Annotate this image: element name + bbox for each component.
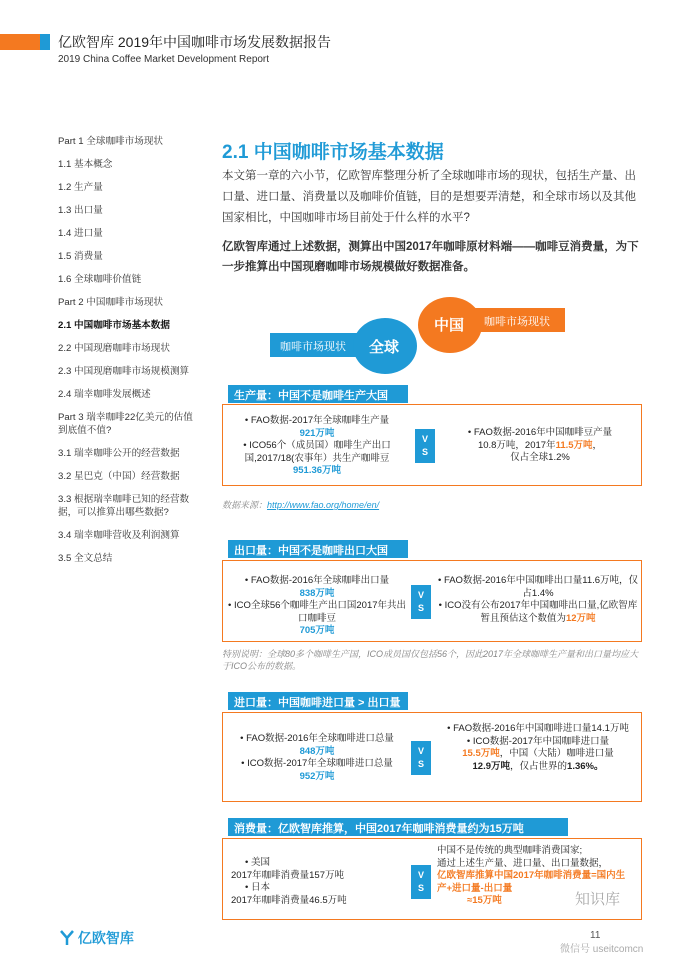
import-panel [222, 712, 642, 802]
consumption-left3: 日本 [250, 882, 270, 893]
consumption-right3: 亿欧智库推算中国2017年咖啡消费量=国内生产+进口量-出口量 [437, 870, 626, 894]
toc-item[interactable]: 3.1 瑞幸咖啡公开的经营数据 [58, 448, 180, 459]
global-label: 全球 [369, 339, 400, 356]
production-right1: FAO数据-2016年中国咖啡豆产量 [473, 427, 613, 438]
vs-badge [411, 585, 431, 619]
import-right2b: ，中国（大陆）咖啡进口量 [499, 748, 614, 759]
export-right1: FAO数据-2016年中国咖啡出口量11.6万吨，仅占1.4% [443, 575, 639, 599]
toc-item[interactable]: 1.5 消费量 [58, 251, 103, 262]
vs-letter-v: V [417, 746, 424, 756]
china-circle [418, 297, 482, 353]
data-source [222, 498, 379, 511]
header-accent-orange [0, 34, 40, 50]
toc-item[interactable]: 1.1 基本概念 [58, 159, 113, 170]
watermark-wechat: 微信号 useitcomcn [560, 944, 644, 955]
consumption-header: 消费量：亿欧智库推算，中国2017年咖啡消费量约为15万吨 [228, 818, 568, 836]
toc-item[interactable]: 2.4 瑞幸咖啡发展概述 [58, 389, 151, 400]
consumption-right4: ≈15万吨 [467, 895, 502, 906]
import-left1: FAO数据-2016年全球咖啡进口总量 [246, 733, 394, 744]
vs-letter-v: V [417, 870, 424, 880]
production-header: 生产量：中国不是咖啡生产大国 [228, 385, 408, 403]
production-right3: 仅占全球1.2% [510, 452, 570, 463]
toc-item[interactable]: 1.3 出口量 [58, 205, 103, 216]
vs-badge [411, 741, 431, 775]
toc-item[interactable]: 3.4 瑞幸咖啡营收及利润测算 [58, 530, 180, 541]
production-right: • FAO数据-2016年中国咖啡豆产量 10.8万吨，2017年11.5万吨， 仅占全球1.2% [445, 427, 635, 465]
toc-item[interactable]: 1.2 生产量 [58, 182, 103, 193]
import-right1: FAO数据-2016年中国咖啡进口量14.1万吨 [453, 723, 629, 734]
toc-item[interactable]: 1.4 进口量 [58, 228, 103, 239]
toc-item[interactable]: 2.3 中国现磨咖啡市场规模测算 [58, 366, 190, 377]
import-right2-value3: 1.36%。 [567, 760, 604, 772]
header-accent-blue [40, 34, 50, 50]
export-left1: FAO数据-2016年全球咖啡出口量 [250, 575, 390, 586]
china-desc-label: 咖啡市场现状 [484, 316, 550, 328]
vs-letter-s: S [417, 759, 424, 769]
consumption-left4: 2017年咖啡消费量46.5万吨 [231, 894, 347, 906]
footer-logo-text: 亿欧智库 [77, 930, 134, 946]
toc-item-active[interactable]: 2.1 中国咖啡市场基本数据 [58, 320, 170, 331]
production-left: • FAO数据-2017年全球咖啡生产量 921万吨 • ICO56个（成员国）咖啡生产出口国,2017/18(农事年）共生产咖啡豆 951.36万吨 [227, 415, 407, 478]
toc-item[interactable]: Part 2 中国咖啡市场现状 [58, 297, 164, 308]
import-left: • FAO数据-2016年全球咖啡进口总量 848万吨 • ICO数据-2017年全球咖啡进口总量 952万吨 [227, 733, 407, 783]
production-left2: ICO56个（成员国）咖啡生产出口国,2017/18(农事年）共生产咖啡豆 [244, 440, 391, 464]
import-left1-value: 848万吨 [299, 745, 335, 757]
vs-badge [411, 865, 431, 899]
vs-letter-v: V [417, 590, 424, 600]
import-left2: ICO数据-2017年全球咖啡进口总量 [247, 758, 393, 769]
toc-item[interactable]: 3.5 全文总结 [58, 553, 113, 564]
watermark-title: 知识库 [575, 891, 621, 908]
footer-logo [60, 928, 134, 948]
export-left1-value: 838万吨 [299, 587, 335, 599]
export-panel [222, 560, 642, 642]
source-label: 数据来源： [222, 500, 268, 510]
export-header: 出口量：中国不是咖啡出口大国 [228, 540, 408, 558]
vs-badge [415, 429, 435, 463]
export-left2-value: 705万吨 [299, 625, 335, 636]
china-label: 中国 [434, 317, 465, 334]
export-right2-value: 12万吨 [565, 612, 596, 624]
consumption-right2: 通过上述生产量、进口量、出口量数据， [437, 857, 609, 869]
import-right2-value2: 12.9万吨 [472, 760, 511, 772]
toc-item[interactable]: 3.2 星巴克（中国）经营数据 [58, 471, 180, 482]
import-right2-value: 15.5万吨 [462, 748, 500, 759]
global-circle [353, 318, 417, 374]
import-right2: ICO数据-2017年中国咖啡进口量 [472, 735, 610, 747]
import-header: 进口量：中国咖啡进口量 > 出口量 [228, 692, 408, 710]
bold-paragraph: 亿欧智库通过上述数据，测算出中国2017年咖啡原材料端——咖啡豆消费量，为下一步推算出中国现磨咖啡市场规模做好数据准备。 [222, 241, 639, 273]
export-left2: ICO全球56个咖啡生产出口国2017年共出口咖啡豆 [233, 600, 407, 624]
import-left2-value: 952万吨 [299, 770, 335, 782]
section-title: 2.1 中国咖啡市场基本数据 [222, 142, 444, 163]
vs-letter-s: S [417, 603, 424, 613]
intro-paragraph: 本文第一章的六小节，亿欧智库整理分析了全球咖啡市场的现状，包括生产量、出口量、进口量、消费量以及咖啡价值链，目的是想要弄清楚，和全球市场以及其他国家相比，中国咖啡市场目前处于什么样的水平? [222, 170, 636, 224]
production-left2-value: 951.36万吨 [292, 465, 342, 476]
consumption-left1: 美国 [250, 857, 270, 868]
production-right2-value: 11.5万吨 [555, 439, 593, 451]
production-panel [222, 404, 642, 486]
production-left1-value: 921万吨 [299, 427, 335, 439]
production-left1: FAO数据-2017年全球咖啡生产量 [250, 415, 390, 426]
toc-item[interactable]: 3.3 根据瑞幸咖啡已知的经营数据，可以推算出哪些数据? [58, 494, 190, 518]
toc-item[interactable]: 2.2 中国现磨咖啡市场现状 [58, 343, 170, 354]
consumption-left: • 美国 2017年咖啡消费量157万吨 • 日本 2017年咖啡消费量46.5万吨 [231, 857, 401, 907]
report-title: 亿欧智库 2019年中国咖啡市场发展数据报告 [58, 34, 332, 50]
import-right: • FAO数据-2016年中国咖啡进口量14.1万吨 • ICO数据-2017年中国咖啡进口量 15.5万吨，中国（大陆）咖啡进口量 12.9万吨，仅占世界的1.36%。 [447, 723, 629, 772]
table-of-contents [58, 135, 198, 575]
report-subtitle: 2019 China Coffee Market Development Report [58, 54, 270, 65]
vs-letter-v: V [421, 434, 428, 444]
export-note: 特别说明：全球80多个咖啡生产国，ICO成员国仅包括56个，因此2017年全球咖啡生产量和出口量均应大于ICO公布的数据。 [222, 649, 639, 671]
source-link[interactable]: http://www.fao.org/home/en/ [267, 500, 380, 510]
vs-letter-s: S [421, 447, 428, 457]
production-right2b: ， [592, 439, 603, 451]
toc-item[interactable]: Part 1 全球咖啡市场现状 [58, 136, 164, 147]
consumption-left2: 2017年咖啡消费量157万吨 [231, 869, 344, 881]
toc-item[interactable]: 1.6 全球咖啡价值链 [58, 274, 142, 285]
toc-item[interactable]: Part 3 瑞幸咖啡22亿美元的估值到底值不值? [58, 412, 193, 436]
import-right2c: ，仅占世界的 [510, 760, 568, 772]
consumption-right1: 中国不是传统的典型咖啡消费国家; [437, 845, 583, 856]
export-right2: ICO没有公布2017年中国咖啡出口量,亿欧智库暂且预估这个数值为 [444, 600, 638, 624]
global-desc-label: 咖啡市场现状 [280, 341, 346, 353]
vs-letter-s: S [417, 883, 424, 893]
logo-icon [60, 930, 74, 946]
export-right: • FAO数据-2016年中国咖啡出口量11.6万吨，仅占1.4% • ICO没有公布2017年中国咖啡出口量,亿欧智库暂且预估这个数值为12万吨 [437, 575, 639, 624]
production-right2a: 10.8万吨，2017年 [477, 439, 556, 451]
page-number: 11 [590, 930, 601, 941]
export-left: • FAO数据-2016年全球咖啡出口量 838万吨 • ICO全球56个咖啡生产出口国2017年共出口咖啡豆 705万吨 [227, 575, 407, 636]
